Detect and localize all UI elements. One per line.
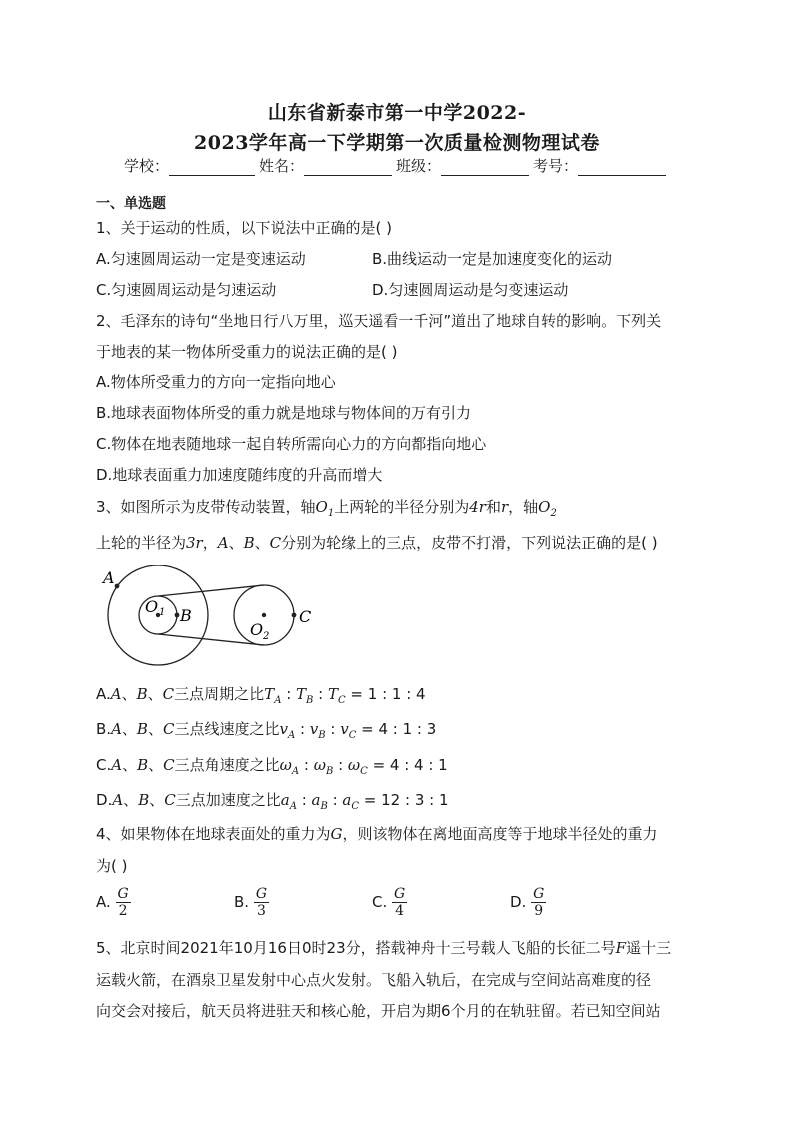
student-info-row xyxy=(124,155,684,176)
label-o1-sub: 1 xyxy=(159,607,166,618)
sub: C xyxy=(360,766,368,777)
sub: B xyxy=(320,801,328,812)
label-o2-sub: 2 xyxy=(263,631,270,642)
axis-o1-subscript: 1 xyxy=(327,508,335,519)
sep: 、 xyxy=(147,685,163,703)
option-text: 三点角速度之比 xyxy=(174,756,280,774)
q5-number: 2021 xyxy=(180,939,219,957)
q1-option-d: D.匀速圆周运动是匀变速运动 xyxy=(372,281,569,299)
point-b: B xyxy=(137,756,149,774)
label-o1: O xyxy=(145,597,159,616)
q5-line1 xyxy=(96,938,671,958)
point-c: C xyxy=(162,720,175,738)
belt-bottom xyxy=(158,634,264,645)
option-text: 三点周期之比 xyxy=(174,685,265,703)
ratio-value: = 4 : 1 : 3 xyxy=(356,720,437,738)
name-label: 姓名： xyxy=(259,157,305,175)
q4-option-b xyxy=(234,886,269,919)
school-blank xyxy=(169,159,255,176)
sub: A xyxy=(289,801,297,812)
q3-text: 分别为轮缘上的三点，皮带不打滑，下列说法正确的是( ) xyxy=(281,534,658,552)
q5-text: 日 xyxy=(286,939,302,957)
q5-text: 向交会对接后，航天员将进驻天和核心舱，开启为期 xyxy=(96,1002,442,1020)
sep: 、 xyxy=(122,756,138,774)
point-a: A xyxy=(112,791,124,809)
sep: : xyxy=(327,791,343,809)
sub: A xyxy=(274,695,282,706)
radius-4r: 4r xyxy=(469,498,486,516)
q2-option-b: B.地球表面物体所受的重力就是地球与物体间的万有引力 xyxy=(96,404,472,422)
fraction xyxy=(116,886,131,919)
label-c: C xyxy=(299,607,312,626)
option-prefix: A. xyxy=(96,893,111,911)
belt-drive-figure xyxy=(98,565,328,675)
q3-text: 和 xyxy=(485,498,501,516)
point-b-dot xyxy=(175,613,180,618)
weight-symbol: G xyxy=(330,825,343,843)
q2-option-d: D.地球表面重力加速度随纬度的升高而增大 xyxy=(96,466,383,484)
option-prefix: D. xyxy=(96,791,113,809)
q5-text: 年 xyxy=(218,939,234,957)
omega-symbol: ω xyxy=(279,756,292,774)
option-prefix: C. xyxy=(96,756,112,774)
q2-option-c: C.物体在地表随地球一起自转所需向心力的方向都指向地心 xyxy=(96,435,487,453)
q4-stem-line2: 为( ) xyxy=(96,857,128,875)
q1-option-a: A.匀速圆周运动一定是变速运动 xyxy=(96,250,306,268)
label-o2: O xyxy=(250,620,264,639)
accel-symbol: a xyxy=(311,791,321,809)
q4-option-d xyxy=(510,886,546,919)
period-symbol: T xyxy=(296,685,307,703)
exam-number-label: 考号： xyxy=(533,157,579,175)
q4-option-c xyxy=(372,886,407,919)
point-a: A xyxy=(217,534,229,552)
sep: : xyxy=(296,791,312,809)
point-b: B xyxy=(243,534,255,552)
q3-text: 3、如图所示为皮带传动装置，轴 xyxy=(96,498,316,516)
point-c: C xyxy=(269,534,282,552)
period-symbol: T xyxy=(264,685,275,703)
q3-option-a xyxy=(96,684,426,711)
q3-text: 、 xyxy=(254,534,270,552)
period-symbol: T xyxy=(327,685,338,703)
accel-symbol: a xyxy=(342,791,352,809)
sep: : xyxy=(325,720,341,738)
sep: : xyxy=(299,756,314,774)
velocity-symbol: v xyxy=(279,720,288,738)
option-prefix: B. xyxy=(234,893,250,911)
sep: 、 xyxy=(149,791,165,809)
q3-text: ，轴 xyxy=(508,498,539,516)
sep: 、 xyxy=(121,685,137,703)
point-a: A xyxy=(111,756,123,774)
ratio-value: = 1 : 1 : 4 xyxy=(345,685,426,703)
label-b: B xyxy=(180,606,192,625)
point-a: A xyxy=(111,720,122,738)
exam-title-line2: 2023学年高一下学期第一次质量检测物理试卷 xyxy=(194,132,600,154)
numerator: G xyxy=(255,886,268,902)
sub: B xyxy=(325,766,334,777)
q1-stem: 1、关于运动的性质，以下说法中正确的是( ) xyxy=(96,219,393,237)
point-b: B xyxy=(136,720,148,738)
q3-stem-line2 xyxy=(96,533,658,553)
radius-3r: 3r xyxy=(186,534,203,552)
q5-text: 月 xyxy=(252,939,268,957)
fraction xyxy=(392,886,407,919)
q2-option-a: A.物体所受重力的方向一定指向地心 xyxy=(96,373,336,391)
name-blank xyxy=(304,159,392,176)
exam-title-line1: 山东省新泰市第一中学2022- xyxy=(267,102,527,124)
class-blank xyxy=(441,159,529,176)
q5-number: 16 xyxy=(267,939,287,957)
numerator: G xyxy=(117,886,129,902)
q3-text: 、 xyxy=(228,534,244,552)
point-b: B xyxy=(138,791,150,809)
q5-number: 10 xyxy=(233,939,253,957)
point-c-dot xyxy=(292,613,297,618)
q5-line3 xyxy=(96,1001,661,1021)
rocket-variant-letter: F xyxy=(615,939,627,957)
sub: A xyxy=(287,730,296,741)
denominator: 2 xyxy=(118,903,128,919)
sep: : xyxy=(333,756,348,774)
axis-o2-symbol: O xyxy=(538,498,551,516)
fraction xyxy=(254,886,269,919)
q3-option-c xyxy=(96,755,448,782)
q5-text: 分，搭载神舟十三号载人飞船的长征二号 xyxy=(345,939,616,957)
option-text: 三点加速度之比 xyxy=(175,791,281,809)
q4-stem-line1 xyxy=(96,824,658,844)
point-c: C xyxy=(163,756,175,774)
q5-line2: 运载火箭，在酒泉卫星发射中心点火发射。飞船入轨后，在完成与空间站高难度的径 xyxy=(96,971,652,989)
option-prefix: B. xyxy=(96,720,112,738)
axis-o2-subscript: 2 xyxy=(550,508,557,519)
sub: B xyxy=(306,695,314,706)
belt-top xyxy=(158,585,264,596)
q1-option-b: B.曲线运动一定是加速度变化的运动 xyxy=(372,250,613,268)
q4-text: ，则该物体在离地面高度等于地球半径处的重力 xyxy=(342,825,658,843)
sub: A xyxy=(291,766,300,777)
option-prefix: C. xyxy=(372,893,388,911)
q5-number: 0 xyxy=(301,939,312,957)
sub: C xyxy=(348,730,357,741)
option-prefix: A. xyxy=(96,685,111,703)
section-title: 一、单选题 xyxy=(96,196,166,212)
sep: : xyxy=(281,685,297,703)
velocity-symbol: v xyxy=(340,720,349,738)
q5-number: 23 xyxy=(326,939,346,957)
point-a: A xyxy=(110,685,122,703)
q1-option-c: C.匀速圆周运动是匀速运动 xyxy=(96,281,277,299)
q5-text: 个月的在轨驻留。若已知空间站 xyxy=(450,1002,661,1020)
q4-option-a xyxy=(96,886,131,919)
q3-text: 上轮的半径为 xyxy=(96,534,187,552)
sep: 、 xyxy=(147,720,163,738)
denominator: 3 xyxy=(256,903,266,919)
q2-stem-line2: 于地表的某一物体所受重力的说法正确的是( ) xyxy=(96,343,398,361)
sep: : xyxy=(295,720,310,738)
q5-number: 6 xyxy=(441,1002,451,1020)
point-c: C xyxy=(164,791,176,809)
class-label: 班级： xyxy=(396,157,442,175)
exam-number-blank xyxy=(578,159,666,176)
accel-symbol: a xyxy=(280,791,290,809)
ratio-value: = 4 : 4 : 1 xyxy=(367,756,448,774)
point-a-dot xyxy=(115,584,120,589)
sub: B xyxy=(318,730,326,741)
ratio-value: = 12 : 3 : 1 xyxy=(359,791,449,809)
q5-text: 5、北京时间 xyxy=(96,939,181,957)
omega-symbol: ω xyxy=(347,756,361,774)
sep: 、 xyxy=(121,720,137,738)
sep: 、 xyxy=(123,791,139,809)
point-b: B xyxy=(136,685,148,703)
q4-text: 4、如果物体在地球表面处的重力为 xyxy=(96,825,331,843)
q3-text: 上两轮的半径分别为 xyxy=(334,498,470,516)
omega-symbol: ω xyxy=(313,756,326,774)
sub: C xyxy=(338,695,346,706)
q3-option-d xyxy=(96,790,449,817)
axis-o1-symbol: O xyxy=(315,498,328,516)
q3-text: ， xyxy=(202,534,218,552)
q3-option-b xyxy=(96,719,436,746)
option-prefix: D. xyxy=(510,893,527,911)
numerator: G xyxy=(394,886,406,902)
denominator: 9 xyxy=(534,903,544,919)
option-text: 三点线速度之比 xyxy=(174,720,280,738)
q5-text: 时 xyxy=(311,939,327,957)
numerator: G xyxy=(533,886,545,902)
q3-stem-line1 xyxy=(96,497,557,524)
velocity-symbol: v xyxy=(309,720,319,738)
point-c: C xyxy=(162,685,175,703)
center-o2-dot xyxy=(262,613,266,617)
sep: : xyxy=(313,685,328,703)
radius-r: r xyxy=(500,498,509,516)
sep: 、 xyxy=(148,756,164,774)
fraction xyxy=(531,886,546,919)
q5-text: 遥十三 xyxy=(626,939,672,957)
label-a: A xyxy=(103,568,115,587)
q2-stem-line1: 2、毛泽东的诗句“坐地日行八万里，巡天遥看一千河”道出了地球自转的影响。下列关 xyxy=(96,312,662,330)
sub: C xyxy=(351,801,360,812)
school-label: 学校： xyxy=(124,157,170,175)
denominator: 4 xyxy=(395,903,405,919)
